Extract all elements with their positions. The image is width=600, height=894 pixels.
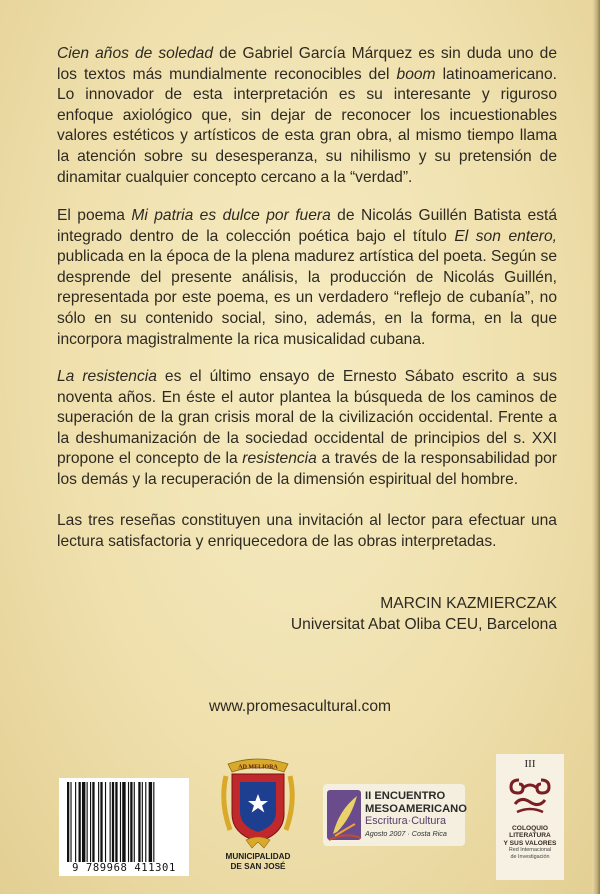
quill-icon [325, 784, 365, 846]
coat-of-arms-icon [218, 752, 298, 852]
paragraph-text: El poema [57, 207, 132, 224]
coloquio-line2: LITERATURA [509, 832, 551, 840]
paragraph-la-resistencia [57, 367, 557, 491]
muni-name [218, 852, 298, 871]
coloquio-foot [496, 847, 564, 860]
coloquio-line1: COLOQUIO [512, 825, 548, 832]
paragraph-conclusion [57, 511, 557, 552]
muni-banner-text: AD MELIORA [238, 764, 278, 771]
encuentro-cultura: Cultura [411, 815, 447, 827]
paragraph-text: es el último ensayo de Ernesto Sábato escrito a sus noventa años. En éste el autor plantea la búsqueda de los caminos de superación de la gran crisis moral de la civilización occidental. Frente a la deshumanización de la sociedad occidental de principios del s. XXI propone el concepto de la [57, 368, 557, 468]
isbn-barcode [59, 778, 189, 876]
paragraph-text: latinoamericano. Lo innovador de esta interpretación es su interesante y riguroso enfoque axiológico que, sin dejar de reconocer los incuestionables valores estéticos y artísticos de esta gran obra, al mismo tiempo llama la atención sobre su desesperanza, su nihilismo y su pretensión de dinamitar cualquier concepto cercano a la “verdad”. [57, 65, 557, 186]
author-name: MARCIN KAZMIERCZAK [380, 595, 557, 612]
muni-name-line1: MUNICIPALIDAD [225, 852, 291, 861]
coloquio-foot1: Red Internacional [508, 847, 552, 854]
paragraph-text: a través de la responsabilidad por los demás y la recuperación de la dimensión espiritual del hombre. [57, 450, 557, 488]
paragraph-text: de Nicolás Guillén Batista está integrado dentro de la colección poética bajo el título [57, 207, 558, 245]
encuentro-line1: II ENCUENTRO [365, 790, 446, 802]
municipalidad-logo [218, 752, 298, 878]
page-edge [592, 0, 600, 894]
paragraph-text: de Gabriel García Márquez es sin duda uno de los textos más mundialmente reconocibles del [57, 45, 557, 83]
barcode-bars-icon [59, 778, 189, 864]
essay-title: La resistencia [57, 368, 157, 385]
barcode-digits: 9 789968 411301 [61, 862, 187, 874]
coloquio-text [496, 825, 564, 860]
author-signature [291, 594, 557, 635]
coloquio-line3: Y SUS VALORES [503, 839, 557, 847]
website-url[interactable]: www.promesacultural.com [209, 698, 391, 715]
term-boom: boom [396, 65, 436, 83]
paragraph-cien-anos [57, 44, 557, 188]
separator-dot-icon: · [407, 815, 412, 827]
book-title-cien-anos: Cien años de soledad [57, 45, 214, 62]
coloquio-foot2: de Investigación [510, 853, 550, 860]
poem-title: Mi patria es dulce por fuera [131, 207, 331, 224]
encuentro-date: Agosto 2007 · Costa Rica [365, 828, 447, 838]
collection-title: El son entero, [454, 227, 557, 245]
spiral-ornament-icon [505, 770, 555, 818]
encuentro-logo [323, 784, 465, 846]
muni-name-line2: DE SAN JOSÉ [230, 861, 286, 871]
coloquio-logo [496, 754, 564, 880]
paragraph-mi-patria [57, 206, 557, 350]
paragraph-text: Las tres reseñas constituyen una invitación al lector para efectuar una lectura satisfactoria y enriquecedora de las obras interpretadas. [57, 512, 557, 550]
coloquio-numeral: III [524, 758, 536, 770]
encuentro-line3 [365, 815, 465, 828]
author-affiliation: Universitat Abat Oliba CEU, Barcelona [290, 615, 557, 633]
encuentro-line2: MESOAMERICANO [365, 802, 467, 815]
concept-resistencia: resistencia [242, 450, 317, 468]
encuentro-escritura: Escritura [365, 815, 408, 827]
paragraph-text: publicada en la época de la plena madurez artística del poeta. Según se desprende del presente análisis, la producción de Nicolás Guillén, representada por este poema, es un verdadero “reflejo de cubanía”, no sólo en su contenido social, sino, además, en la forma, en la que incorpora magistralmente la rica musicalidad cubana. [57, 248, 557, 348]
